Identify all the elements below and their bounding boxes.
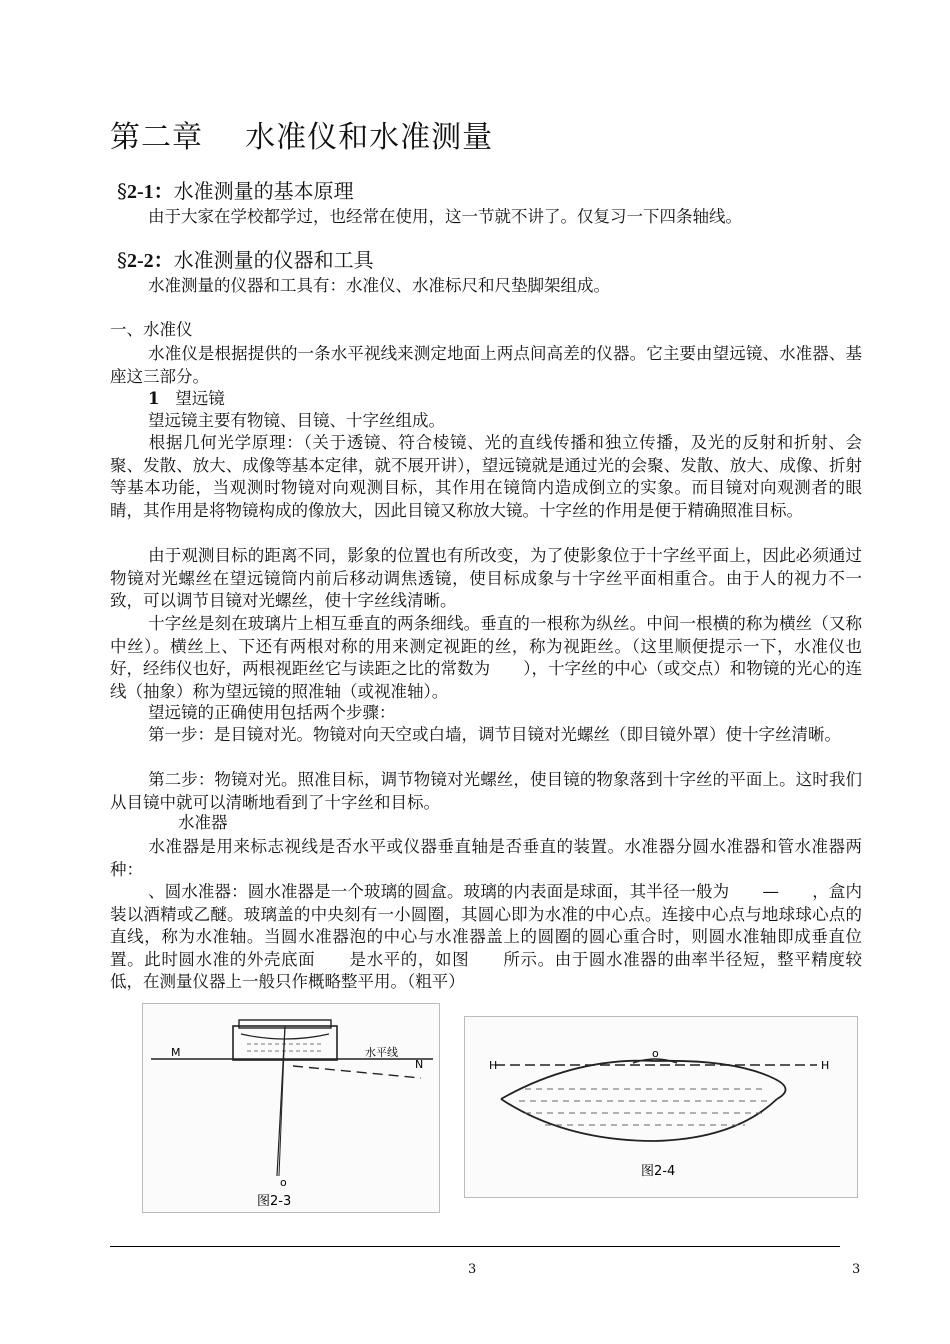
paragraph-telescope [110, 410, 862, 433]
paragraph-text: 十字丝是刻在玻璃片上相互垂直的两条细线。垂直的一根称为纵丝。中间一根横的称为横丝（又称中丝）。横丝上、下还有两根对称的用来测定视距的丝，称为视距丝。（这里顺便提示一下，水准仪也好，经纬仪也好，两根视距丝它与读距之比的常数为 ），十字丝的中心（或交点）和物镜的光心的连线（抽象）称为望远镜的照准轴（或视准轴）。 [110, 614, 862, 701]
paragraph-step1 [110, 724, 862, 747]
paragraph-text: 由于观测目标的距离不同，影象的位置也有所改变，为了使影象位于十字丝平面上，因此必须通过物镜对光螺丝在望远镜筒内前后移动调焦透镜，使目标成象与十字丝平面相重合。由于人的视力不一致，可以调节目镜对光螺丝，使十字丝线清晰。 [110, 546, 862, 611]
paragraph-text: 水准器是用来标志视线是否水平或仪器垂直轴是否垂直的装置。水准器分圆水准器和管水准器两种： [110, 837, 862, 879]
paragraph-text: 望远镜的正确使用包括两个步骤： [148, 703, 396, 722]
paragraph-text: 根据几何光学原理：（关于透镜、符合棱镜、光的直线传播和独立传播，及光的反射和折射、会聚、发散、放大、成像等基本定律，就不展开讲），望远镜就是通过光的会聚、发散、放大、成像、折射等基本功能，当观测时物镜对向观测目标，其作用在镜筒内造成倒立的实象。而目镜对向观测者的眼睛，其作用是将物镜构成的像放大，因此目镜又称放大镜。十字丝的作用是便于精确照准目标。 [110, 433, 862, 520]
paragraph-intro [110, 343, 862, 388]
figure-caption: 图2-3 [257, 1194, 292, 1209]
figure-2-3 [142, 1003, 440, 1213]
paragraph-circular-level [110, 881, 862, 994]
section-symbol: § [117, 248, 127, 272]
page-number-right: 3 [852, 1262, 861, 1277]
section-number: 2-2 [127, 250, 154, 272]
label-n: N [415, 1058, 424, 1071]
label-horizontal-line: 水平线 [365, 1046, 398, 1059]
paragraph-text: 第一步：是目镜对光。物镜对向天空或白墙，调节目镜对光螺丝（即目镜外罩）使十字丝清晰。 [148, 725, 841, 744]
section-title: 水准测量的仪器和工具 [173, 248, 374, 272]
subheading-level: 水准器 [178, 813, 228, 832]
label-o: o [280, 1176, 287, 1189]
label-h-left: H [489, 1059, 498, 1072]
figure-2-3-drawing [143, 1004, 439, 1212]
paragraph-focus [110, 545, 862, 613]
section-sep: ： [153, 181, 174, 203]
section-number: 2-1 [127, 181, 154, 203]
footer-rule [110, 1246, 840, 1247]
paragraph-reticle [110, 613, 862, 703]
figure-caption: 图2-4 [641, 1164, 676, 1179]
subheading-title: 望远镜 [175, 389, 225, 408]
paragraph-level [110, 836, 862, 881]
paragraph-step2 [110, 769, 862, 814]
section-heading-2-2 [117, 244, 374, 273]
label-h-right: H [821, 1059, 830, 1072]
section-heading-2-1 [117, 175, 354, 204]
paragraph-text: 第二步：物镜对光。照准目标，调节物镜对光螺丝，使目镜的物象落到十字丝的平面上。这时我们从目镜中就可以清晰地看到了十字丝和目标。 [110, 770, 862, 812]
section-body-2-1: 由于大家在学校都学过，也经常在使用，这一节就不讲了。仅复习一下四条轴线。 [148, 207, 742, 226]
section-body-2-2: 水准测量的仪器和工具有：水准仪、水准标尺和尺垫脚架组成。 [148, 276, 610, 295]
subheading-telescope [148, 387, 225, 411]
figure-2-4 [464, 1016, 858, 1198]
label-o: o [652, 1047, 659, 1060]
paragraph-text: 望远镜主要有物镜、目镜、十字丝组成。 [148, 411, 445, 430]
paragraph-optics [110, 432, 862, 522]
part-heading: 一、水准仪 [110, 320, 193, 339]
paragraph-text: 、圆水准器：圆水准器是一个玻璃的圆盒。玻璃的内表面是球面，其半径一般为 — ，盒内装以酒精或乙醚。玻璃盖的中央刻有一小圆圈，其圆心即为水准的中心点。连接中心点与地球球心点的直线，称为水准轴。当圆水准器泡的中心与水准器盖上的圆圈的圆心重合时，则圆水准轴即成垂直位置。此时圆水准的外壳底面 是水平的，如图 所示。由于圆水准器的曲率半径短，整平精度较低，在测量仪器上一般只作概略整平用。（粗平） [110, 882, 862, 992]
paragraph-text: 水准仪是根据提供的一条水平视线来测定地面上两点间高差的仪器。它主要由望远镜、水准器、基座这三部分。 [110, 344, 862, 386]
chapter-title: 第二章 水准仪和水准测量 [110, 120, 494, 155]
subheading-number: 1 [148, 389, 160, 408]
section-title: 水准测量的基本原理 [173, 179, 354, 203]
paragraph-use [110, 702, 862, 725]
page-number-center: 3 [468, 1262, 477, 1277]
section-sep: ： [153, 250, 174, 272]
section-symbol: § [117, 179, 127, 203]
label-m: M [171, 1046, 181, 1059]
figure-2-4-drawing [465, 1017, 857, 1197]
